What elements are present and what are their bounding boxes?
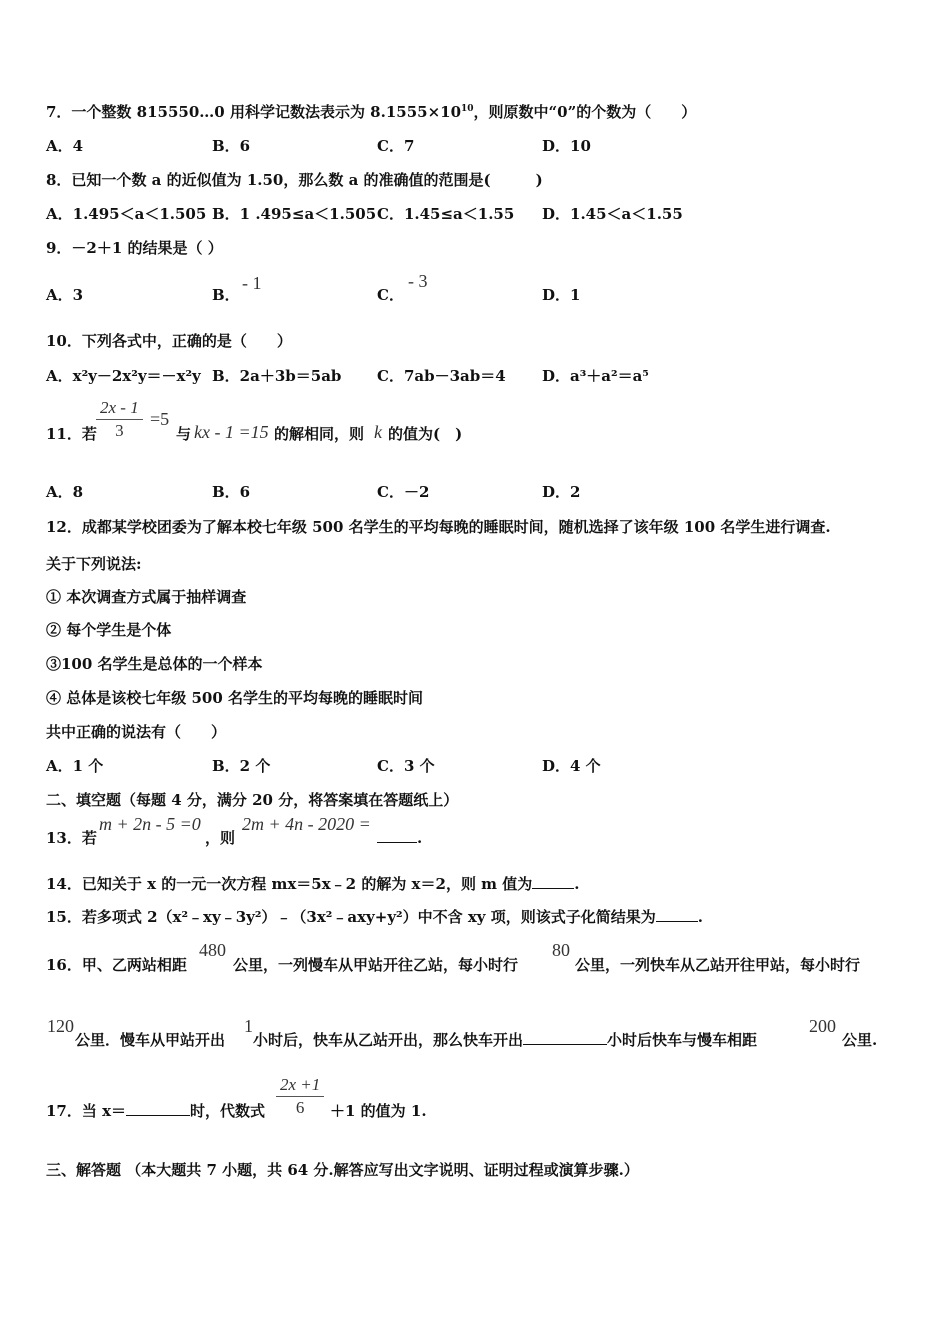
q15-period: . bbox=[697, 908, 703, 926]
q16-answer-blank[interactable] bbox=[523, 1030, 607, 1045]
question-15 bbox=[46, 907, 703, 927]
q14-answer-blank[interactable] bbox=[532, 874, 574, 889]
q13-answer-blank[interactable] bbox=[377, 828, 417, 843]
q12-option-c: C．3 个 bbox=[377, 757, 435, 775]
q16-text-g: 小时后快车与慢车相距 bbox=[607, 1031, 758, 1049]
q10-option-d: D．a³＋a²＝a⁵ bbox=[542, 367, 649, 385]
q17-fraction-denominator: 6 bbox=[295, 1098, 305, 1117]
q7-option-c: C．7 bbox=[377, 137, 415, 155]
q10-option-b: B．2a＋3b＝5ab bbox=[212, 367, 342, 385]
q7-option-a: A．4 bbox=[46, 137, 84, 155]
q12-option-d: D．4 个 bbox=[542, 757, 601, 775]
q9-option-b: B． bbox=[212, 286, 240, 304]
question-16-part-f bbox=[253, 1030, 757, 1050]
question-7-text: 7．一个整数 815550…0 用科学记数法表示为 8.1555×10 bbox=[46, 103, 462, 121]
q17-text-mid: 时，代数式 bbox=[190, 1102, 266, 1120]
q17-text-end: ＋1 的值为 1. bbox=[330, 1102, 427, 1120]
q12-statement-intro: 关于下列说法: bbox=[46, 555, 142, 573]
q11-option-b: B．6 bbox=[212, 483, 251, 501]
q13-condition: m + 2n - 5 =0 bbox=[99, 814, 201, 834]
question-13-prefix: 13．若 bbox=[46, 829, 97, 847]
q15-text: 15．若多项式 2（x²﹣xy﹣3y²）﹣（3x²﹣axy+y²）中不含 xy 项，则该式子化简结果为 bbox=[46, 908, 656, 926]
q11-equation-2: kx - 1 =15 bbox=[194, 422, 269, 442]
q11-fraction bbox=[96, 397, 143, 442]
q11-option-a: A．8 bbox=[46, 483, 84, 501]
q8-option-a: A．1.495＜a＜1.505 bbox=[46, 205, 207, 223]
q12-statement-1: ① 本次调查方式属于抽样调查 bbox=[46, 588, 247, 606]
q12-statement-2: ② 每个学生是个体 bbox=[46, 621, 172, 639]
q17-answer-blank[interactable] bbox=[126, 1101, 190, 1116]
question-9: 9．－2＋1 的结果是（ ） bbox=[46, 239, 223, 257]
q11-fraction-denominator: 3 bbox=[115, 421, 124, 440]
q9-option-b-math: - 1 bbox=[242, 273, 262, 293]
q17-fraction-numerator: 2x +1 bbox=[276, 1074, 324, 1097]
section-3-heading: 三、解答题 （本大题共 7 小题，共 64 分.解答应写出文字说明、证明过程或演算步骤.） bbox=[46, 1161, 639, 1179]
question-16-part-c: 公里，一列快车从乙站开往甲站，每小时行 bbox=[575, 956, 861, 974]
q14-period: . bbox=[574, 875, 580, 893]
q8-option-b: B．1 .495≤a＜1.505 bbox=[212, 205, 377, 223]
question-7 bbox=[46, 102, 696, 122]
q12-statement-3: ③100 名学生是总体的一个样本 bbox=[46, 655, 263, 673]
q11-text: 的解相同，则 bbox=[274, 425, 365, 443]
question-7-text-end: ，则原数中“0”的个数为（ ） bbox=[473, 103, 697, 121]
question-7-exponent: 10 bbox=[461, 104, 474, 114]
q17-fraction bbox=[276, 1074, 324, 1119]
q9-option-d: D．1 bbox=[542, 286, 581, 304]
q10-option-a: A．x²y－2x²y＝－x²y bbox=[46, 367, 201, 385]
question-11-prefix: 11．若 bbox=[46, 425, 97, 443]
q16-text-f: 小时后，快车从乙站开出，那么快车开出 bbox=[253, 1031, 524, 1049]
q16-slow-speed: 80 bbox=[552, 940, 570, 960]
q16-fast-speed: 120 bbox=[47, 1016, 74, 1036]
question-8: 8．已知一个数 a 的近似值为 1.50，那么数 a 的准确值的范围是( ) bbox=[46, 171, 543, 189]
question-16-part-a: 16．甲、乙两站相距 bbox=[46, 956, 187, 974]
q13-period: . bbox=[417, 829, 423, 847]
question-12: 12．成都某学校团委为了解本校七年级 500 名学生的平均每晚的睡眠时间，随机选择了该年级 100 名学生进行调查. bbox=[46, 518, 831, 536]
q14-text: 14．已知关于 x 的一元一次方程 mx＝5x﹣2 的解为 x＝2，则 m 值为 bbox=[46, 875, 533, 893]
q16-distance-total: 480 bbox=[199, 940, 226, 960]
q11-text-end: 的值为( ) bbox=[388, 425, 463, 443]
q11-k: k bbox=[374, 422, 382, 442]
q12-option-a: A．1 个 bbox=[46, 757, 104, 775]
section-2-heading: 二、填空题（每题 4 分，满分 20 分，将答案填在答题纸上） bbox=[46, 791, 459, 809]
q7-option-d: D．10 bbox=[542, 137, 591, 155]
q13-expression: 2m + 4n - 2020 = bbox=[242, 814, 371, 834]
question-16-part-e: 公里．慢车从甲站开出 bbox=[75, 1031, 226, 1049]
q16-final-distance: 200 bbox=[809, 1016, 836, 1036]
q13-connector: ，则 bbox=[205, 829, 236, 847]
q9-option-c: C． bbox=[377, 286, 404, 304]
q16-hours: 1 bbox=[244, 1016, 253, 1036]
q9-option-a: A．3 bbox=[46, 286, 84, 304]
q11-connector: 与 bbox=[176, 425, 192, 443]
q8-option-c: C．1.45≤a＜1.55 bbox=[377, 205, 515, 223]
q11-option-c: C．－2 bbox=[377, 483, 430, 501]
q12-option-b: B．2 个 bbox=[212, 757, 271, 775]
q15-answer-blank[interactable] bbox=[656, 907, 698, 922]
q11-equation-1: =5 bbox=[150, 409, 170, 429]
q11-fraction-numerator: 2x - 1 bbox=[96, 397, 143, 420]
q13-answer bbox=[377, 828, 422, 848]
question-16-part-h: 公里. bbox=[842, 1031, 878, 1049]
question-10: 10．下列各式中，正确的是（ ） bbox=[46, 332, 292, 350]
question-16-part-b: 公里，一列慢车从甲站开往乙站，每小时行 bbox=[233, 956, 519, 974]
q8-option-d: D．1.45＜a＜1.55 bbox=[542, 205, 683, 223]
q9-option-c-math: - 3 bbox=[408, 271, 428, 291]
question-14 bbox=[46, 874, 580, 894]
q11-option-d: D．2 bbox=[542, 483, 581, 501]
q17-text: 17．当 x＝ bbox=[46, 1102, 127, 1120]
q10-option-c: C．7ab－3ab＝4 bbox=[377, 367, 506, 385]
question-17 bbox=[46, 1101, 265, 1121]
q12-statement-4: ④ 总体是该校七年级 500 名学生的平均每晚的睡眠时间 bbox=[46, 689, 423, 707]
q7-option-b: B．6 bbox=[212, 137, 251, 155]
q12-question: 共中正确的说法有（ ） bbox=[46, 723, 227, 741]
